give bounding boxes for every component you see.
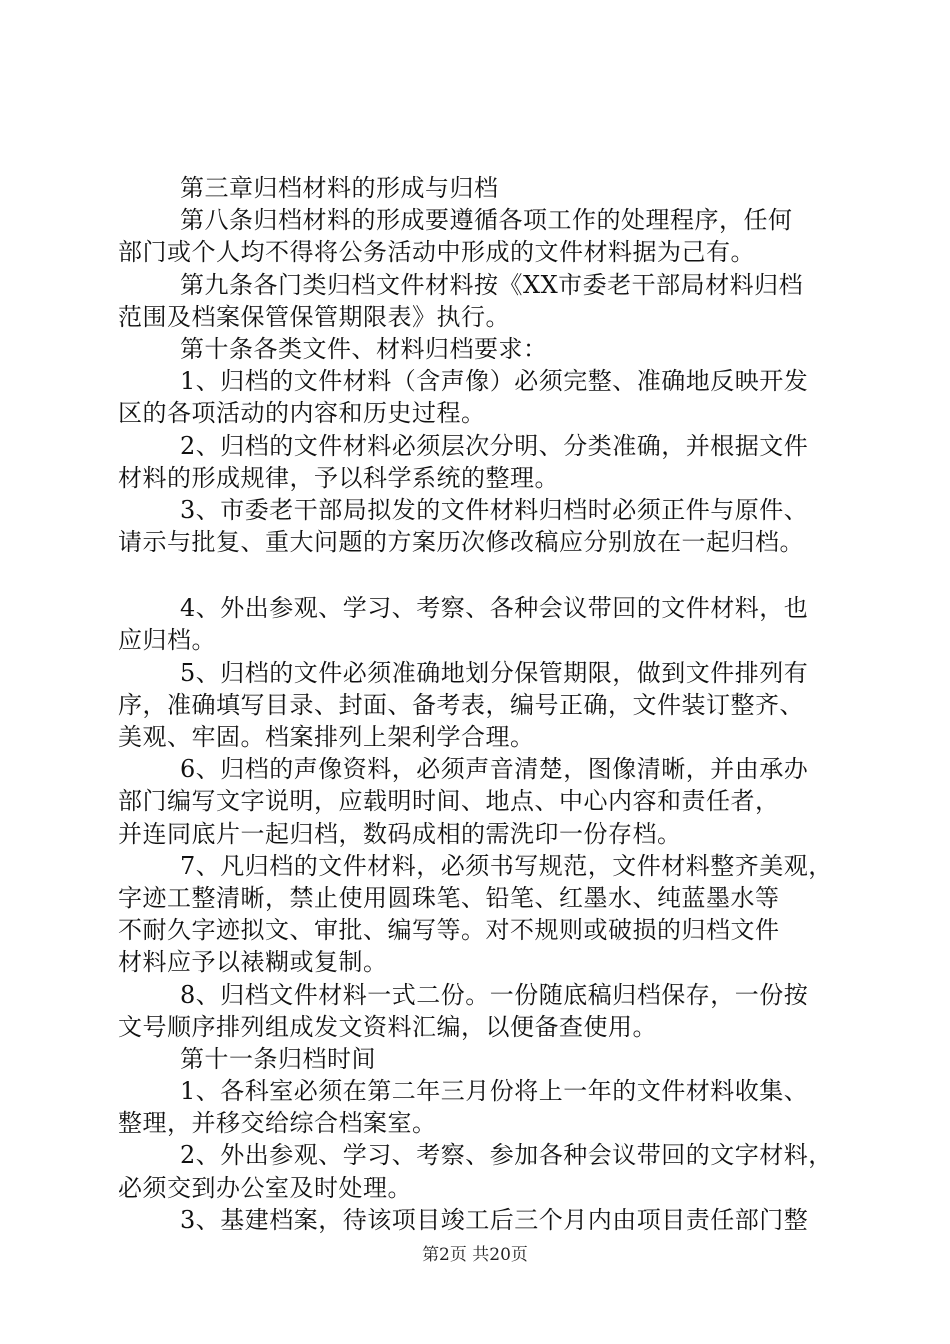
text-line: 序，准确填写目录、封面、备考表，编号正确，文件装订整齐、 [118, 690, 804, 719]
text-line: 第八条归档材料的形成要遵循各项工作的处理程序，任何 [180, 206, 793, 235]
text-line: 请示与批复、重大问题的方案历次修改稿应分别放在一起归档。 [118, 528, 804, 557]
text-line: 6、归档的声像资料，必须声音清楚，图像清晰，并由承办 [180, 755, 809, 784]
text-line: 8、归档文件材料一式二份。一份随底稿归档保存，一份按 [180, 980, 809, 1009]
text-line: 部门或个人均不得将公务活动中形成的文件材料据为己有。 [118, 238, 755, 267]
page-footer: 第2页 共20页 [422, 1245, 528, 1265]
text-line: 1、归档的文件材料（含声像）必须完整、准确地反映开发 [180, 367, 809, 396]
text-line: 3、市委老干部局拟发的文件材料归档时必须正件与原件、 [180, 495, 809, 524]
document-body [118, 172, 850, 1236]
text-line: 4、外出参观、学习、考察、各种会议带回的文件材料，也 [180, 594, 809, 623]
text-line: 文号顺序排列组成发文资料汇编，以便备查使用。 [118, 1012, 657, 1041]
text-line: 部门编写文字说明，应载明时间、地点、中心内容和责任者， [118, 787, 780, 816]
text-line: 3、基建档案，待该项目竣工后三个月内由项目责任部门整 [180, 1205, 809, 1234]
text-line: 材料应予以裱糊或复制。 [118, 948, 388, 977]
text-line: 字迹工整清晰，禁止使用圆珠笔、铅笔、红墨水、纯蓝墨水等 [118, 883, 780, 912]
text-line: 整理，并移交给综合档案室。 [118, 1109, 437, 1138]
text-line: 不耐久字迹拟文、审批、编写等。对不规则或破损的归档文件 [118, 916, 780, 945]
text-line: 范围及档案保管保管期限表》执行。 [118, 302, 510, 331]
text-line: 必须交到办公室及时处理。 [118, 1173, 412, 1202]
text-line: 第九条各门类归档文件材料按《XX市委老干部局材料归档 [180, 270, 804, 299]
text-line: 5、归档的文件必须准确地划分保管期限，做到文件排列有 [180, 658, 809, 687]
text-line: 应归档。 [118, 626, 216, 655]
text-line: 2、归档的文件材料必须层次分明、分类准确，并根据文件 [180, 431, 809, 460]
text-line: 美观、牢固。档案排列上架利学合理。 [118, 723, 535, 751]
text-line: 材料的形成规律，予以科学系统的整理。 [118, 463, 559, 492]
paragraph-spacer [118, 558, 850, 592]
text-line: 第三章归档材料的形成与归档 [180, 174, 499, 202]
text-line: 第十一条归档时间 [180, 1044, 376, 1073]
text-line: 2、外出参观、学习、考察、参加各种会议带回的文字材料， [180, 1141, 833, 1170]
text-line: 区的各项活动的内容和历史过程。 [118, 399, 486, 428]
text-line: 第十条各类文件、材料归档要求： [180, 334, 548, 363]
text-line: 1、各科室必须在第二年三月份将上一年的文件材料收集、 [180, 1077, 809, 1106]
text-line: 并连同底片一起归档，数码成相的需洗印一份存档。 [118, 819, 682, 848]
text-line: 7、凡归档的文件材料，必须书写规范，文件材料整齐美观， [180, 851, 833, 880]
